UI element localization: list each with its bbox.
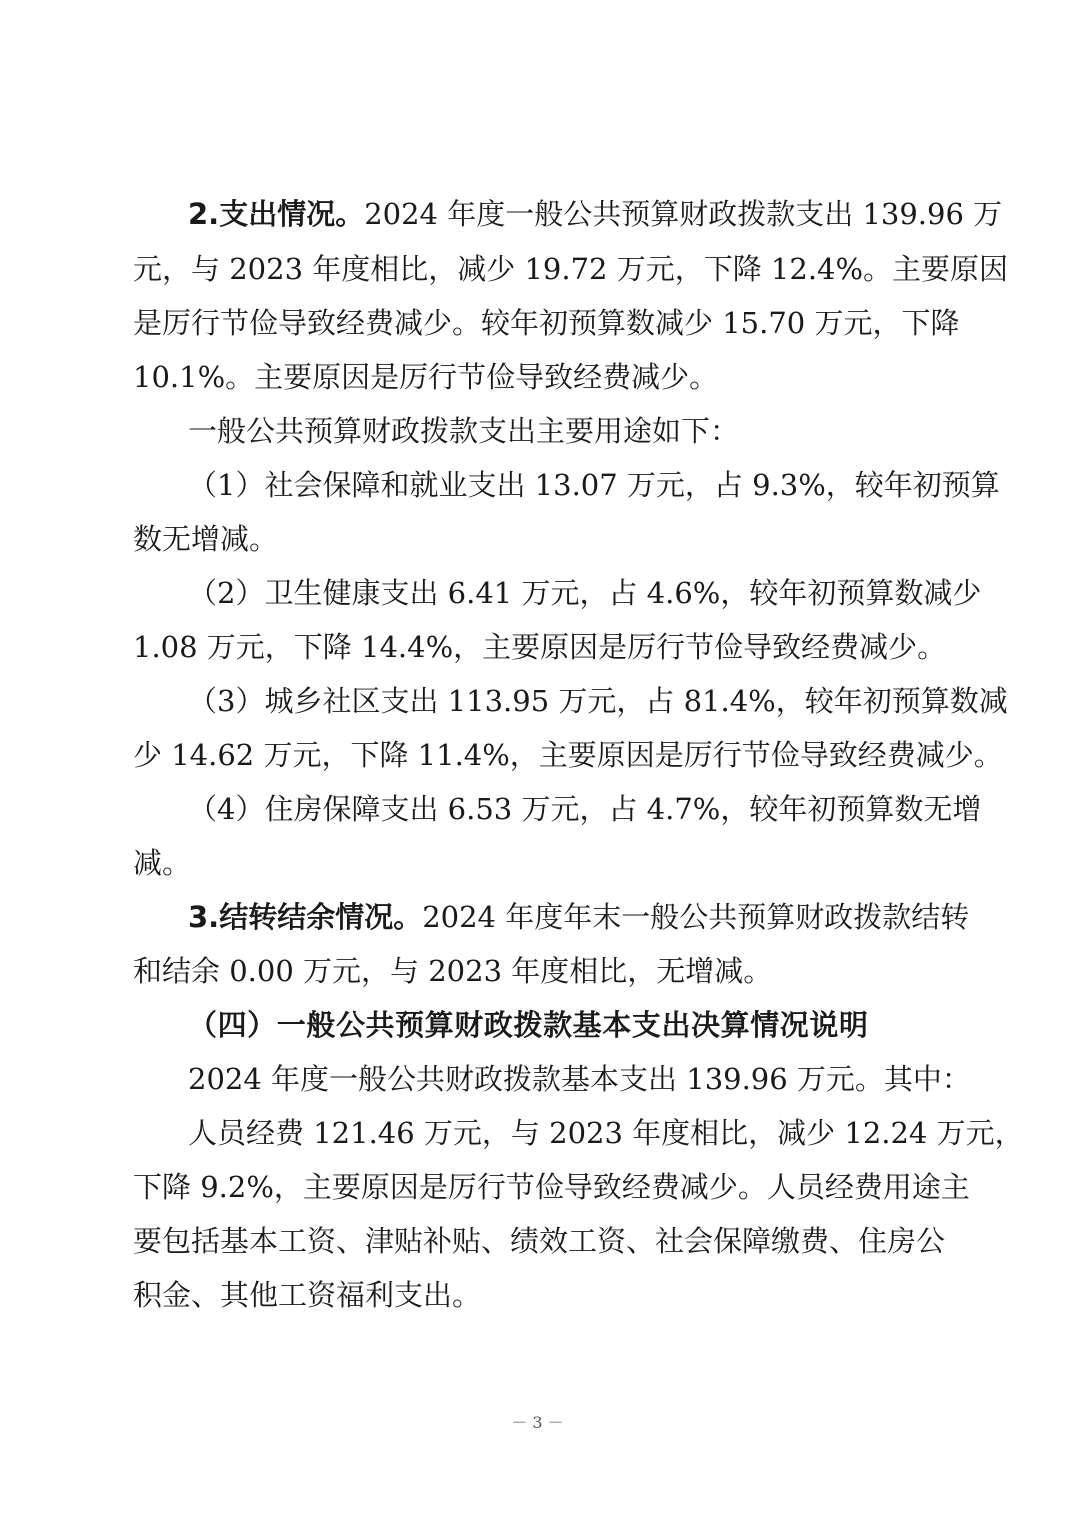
- paragraph-line: 积金、其他工资福利支出。: [133, 1278, 482, 1312]
- paragraph-line: 人员经费 121.46 万元，与 2023 年度相比，减少 12.24 万元，: [188, 1116, 1024, 1150]
- paragraph-line: 10.1%。主要原因是厉行节俭导致经费减少。: [133, 360, 719, 394]
- list-item-line: 1.08 万元，下降 14.4%，主要原因是厉行节俭导致经费减少。: [133, 630, 947, 664]
- page-number: － 3 －: [511, 1413, 564, 1432]
- section-heading-carryover: 3.结转结余情况。: [188, 900, 423, 934]
- paragraph-line: 元，与 2023 年度相比，减少 19.72 万元，下降 12.4%。主要原因: [133, 252, 1009, 286]
- paragraph-line: 2024 年度一般公共财政拨款基本支出 139.96 万元。其中：: [188, 1062, 971, 1096]
- list-item-line: （2）卫生健康支出 6.41 万元，占 4.6%，较年初预算数减少: [188, 576, 982, 610]
- paragraph-line: 是厉行节俭导致经费减少。较年初预算数减少 15.70 万元，下降: [133, 306, 960, 340]
- list-item-line: （4）住房保障支出 6.53 万元，占 4.7%，较年初预算数无增: [188, 792, 982, 826]
- paragraph-line: 2.支出情况。2024 年度一般公共预算财政拨款支出 139.96 万: [188, 197, 1003, 231]
- section-heading-expenditure: 2.支出情况。: [188, 197, 365, 231]
- paragraph-line: 下降 9.2%，主要原因是厉行节俭导致经费减少。人员经费用途主: [133, 1170, 970, 1204]
- list-item-line: 数无增减。: [133, 522, 279, 556]
- section-heading-basic-expenditure: （四）一般公共预算财政拨款基本支出决算情况说明: [188, 1008, 868, 1042]
- list-item-line: （3）城乡社区支出 113.95 万元，占 81.4%，较年初预算数减: [188, 684, 1008, 718]
- paragraph-line: 要包括基本工资、津贴补贴、绩效工资、社会保障缴费、住房公: [133, 1224, 946, 1258]
- list-item-line: （1）社会保障和就业支出 13.07 万元，占 9.3%，较年初预算: [188, 468, 1000, 502]
- paragraph-line: 一般公共预算财政拨款支出主要用途如下：: [188, 414, 740, 448]
- paragraph-line: 和结余 0.00 万元，与 2023 年度相比，无增减。: [133, 954, 773, 988]
- list-item-line: 少 14.62 万元，下降 11.4%，主要原因是厉行节俭导致经费减少。: [133, 738, 1003, 772]
- list-item-line: 减。: [133, 846, 192, 880]
- paragraph-line: 3.结转结余情况。2024 年度年末一般公共预算财政拨款结转: [188, 900, 970, 934]
